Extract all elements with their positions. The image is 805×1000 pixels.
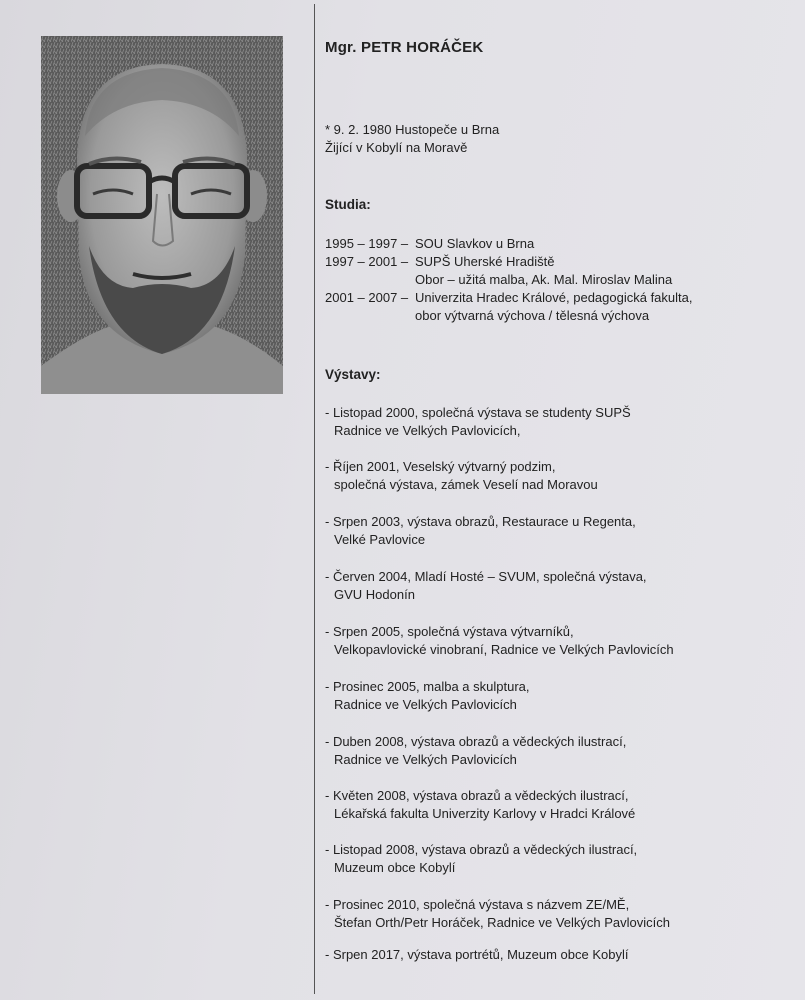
exhibition-line: Velkopavlovické vinobraní, Radnice ve Velkých Pavlovicích <box>334 642 674 657</box>
studia-heading: Studia: <box>325 197 371 212</box>
exhibition-line: Radnice ve Velkých Pavlovicích <box>334 752 517 767</box>
exhibition-line: Radnice ve Velkých Pavlovicích, <box>334 423 521 438</box>
exhibition-item <box>325 513 636 549</box>
birth-info <box>325 121 499 157</box>
residence-line: Žijící v Kobylí na Moravě <box>325 140 468 155</box>
person-name: Mgr. PETR HORÁČEK <box>325 39 484 56</box>
studia-row <box>325 307 692 325</box>
exhibition-line: Lékařská fakulta Univerzity Karlovy v Hradci Králové <box>334 806 636 821</box>
exhibition-line: Radnice ve Velkých Pavlovicích <box>334 697 517 712</box>
exhibition-item <box>325 946 629 964</box>
studia-years: 1997 – 2001 – <box>325 254 409 269</box>
studia-text: SUPŠ Uherské Hradiště <box>415 254 555 269</box>
exhibition-line: - Říjen 2001, Veselský výtvarný podzim, <box>325 459 556 474</box>
studia-row <box>325 289 692 307</box>
vystavy-heading: Výstavy: <box>325 367 381 382</box>
exhibition-item <box>325 896 670 932</box>
studia-years <box>325 307 415 325</box>
exhibition-line: - Srpen 2017, výstava portrétů, Muzeum obce Kobylí <box>325 947 629 962</box>
exhibition-item <box>325 458 598 494</box>
studia-list <box>325 235 692 325</box>
exhibition-line: - Listopad 2008, výstava obrazů a vědeckých ilustrací, <box>325 842 638 857</box>
exhibition-line: - Srpen 2003, výstava obrazů, Restaurace u Regenta, <box>325 514 636 529</box>
vertical-divider <box>314 4 315 994</box>
studia-row <box>325 253 692 271</box>
studia-text: Obor – užitá malba, Ak. Mal. Miroslav Malina <box>415 272 673 287</box>
exhibition-line: Štefan Orth/Petr Horáček, Radnice ve Velkých Pavlovicích <box>334 915 670 930</box>
exhibition-line: - Listopad 2000, společná výstava se studenty SUPŠ <box>325 405 631 420</box>
exhibition-line: - Srpen 2005, společná výstava výtvarníků, <box>325 624 574 639</box>
exhibition-line: - Prosinec 2005, malba a skulptura, <box>325 679 530 694</box>
studia-text: obor výtvarná výchova / tělesná výchova <box>415 308 650 323</box>
exhibition-line: GVU Hodonín <box>334 587 415 602</box>
studia-text: Univerzita Hradec Králové, pedagogická fakulta, <box>415 290 693 305</box>
exhibition-item <box>325 787 635 823</box>
exhibition-line: Velké Pavlovice <box>334 532 426 547</box>
exhibition-item <box>325 733 626 769</box>
studia-years: 1995 – 1997 – <box>325 236 409 251</box>
exhibition-line: - Květen 2008, výstava obrazů a vědeckých ilustrací, <box>325 788 629 803</box>
studia-row <box>325 271 692 289</box>
studia-row <box>325 235 692 253</box>
exhibition-item <box>325 404 631 440</box>
exhibition-item <box>325 623 674 659</box>
exhibition-line: - Duben 2008, výstava obrazů a vědeckých ilustrací, <box>325 734 627 749</box>
exhibition-line: - Červen 2004, Mladí Hosté – SVUM, společná výstava, <box>325 569 647 584</box>
exhibition-item <box>325 841 637 877</box>
birth-line: * 9. 2. 1980 Hustopeče u Brna <box>325 122 500 137</box>
exhibition-line: společná výstava, zámek Veselí nad Moravou <box>334 477 598 492</box>
portrait-photo <box>41 36 283 394</box>
studia-years <box>325 271 415 289</box>
studia-years: 2001 – 2007 – <box>325 290 409 305</box>
exhibition-item <box>325 568 647 604</box>
exhibition-line: Muzeum obce Kobylí <box>334 860 456 875</box>
studia-text: SOU Slavkov u Brna <box>415 236 535 251</box>
exhibition-item <box>325 678 530 714</box>
exhibition-line: - Prosinec 2010, společná výstava s názvem ZE/MĚ, <box>325 897 630 912</box>
